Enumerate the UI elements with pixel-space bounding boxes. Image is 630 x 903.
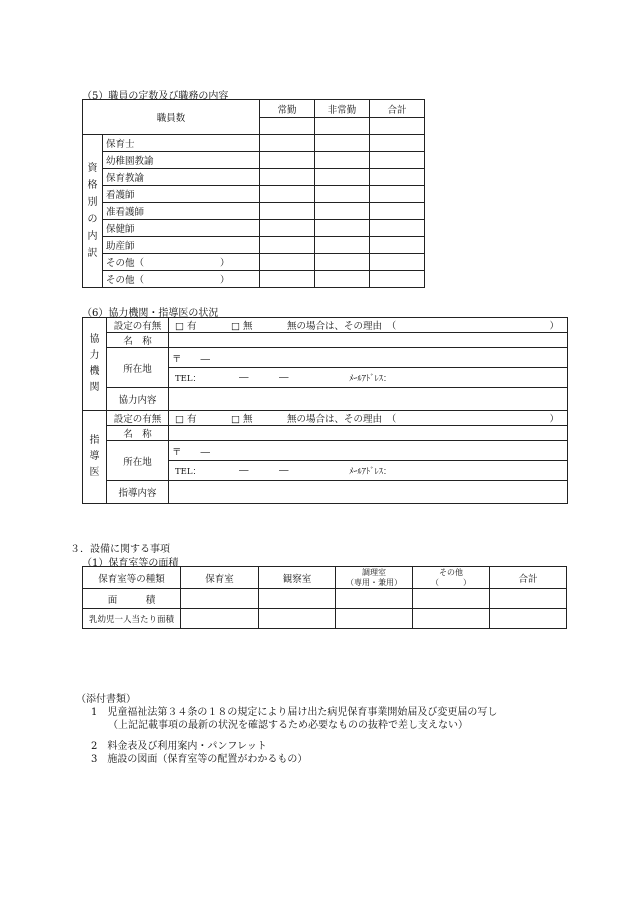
staff-table — [82, 99, 425, 288]
cell[interactable] — [315, 118, 370, 135]
cell[interactable] — [260, 169, 315, 186]
address-label: 所在地 — [107, 441, 169, 481]
cell[interactable] — [370, 203, 425, 220]
org-vertical-label: 協力機関 — [83, 318, 107, 411]
dash: ― — [239, 372, 249, 383]
reason-close: ） — [549, 321, 559, 332]
address-label: 所在地 — [107, 348, 169, 388]
other-header: その他 （ ） — [413, 567, 490, 589]
room-type-header: 保育室等の種類 — [83, 567, 181, 589]
cell[interactable] — [260, 237, 315, 254]
section3-title: ３．設備に関する事項 — [70, 544, 170, 555]
cell[interactable] — [260, 271, 315, 288]
per-child-area-label: 乳幼児一人当たり面積 — [83, 609, 181, 629]
dash: ― — [279, 372, 289, 383]
observation-room-header: 観察室 — [259, 567, 336, 589]
name-field[interactable] — [169, 426, 568, 441]
cell[interactable] — [181, 609, 259, 629]
attachment-item-3: 3 施設の図面（保育室等の配置がわかるもの） — [91, 754, 308, 765]
yes-checkbox[interactable]: □ 有 — [175, 321, 197, 332]
no-checkbox[interactable]: □ 無 — [231, 414, 253, 425]
cell[interactable] — [260, 118, 315, 135]
postal-field[interactable]: 〒 ― — [169, 441, 568, 461]
total-header: 合計 — [370, 100, 425, 118]
total-header: 合計 — [490, 567, 567, 589]
mail-label: ﾒｰﾙｱﾄﾞﾚｽ： — [349, 374, 392, 384]
cell[interactable] — [315, 203, 370, 220]
cell[interactable] — [370, 237, 425, 254]
section5-title: （5）職員の定数及び職務の内容 — [82, 91, 229, 102]
cell[interactable] — [370, 186, 425, 203]
fulltime-header: 常勤 — [260, 100, 315, 118]
cell[interactable] — [315, 152, 370, 169]
staff-row-label: 准看護師 — [103, 203, 260, 220]
attachment-item-2: 2 料金表及び利用案内・パンフレット — [91, 741, 267, 752]
parttime-header: 非常勤 — [315, 100, 370, 118]
cell[interactable] — [370, 254, 425, 271]
name-label: 名 称 — [107, 426, 169, 441]
contact-field[interactable] — [169, 368, 568, 388]
reason-label: 無の場合は、その理由 （ — [287, 414, 397, 425]
room-area-table — [82, 566, 567, 629]
setting-label: 設定の有無 — [107, 318, 169, 333]
dash: ― — [279, 465, 289, 476]
cooperation-table — [82, 317, 568, 504]
no-checkbox[interactable]: □ 無 — [231, 321, 253, 332]
tel-label: TEL： — [175, 374, 202, 384]
area-row-label: 面 積 — [83, 589, 181, 609]
name-label: 名 称 — [107, 333, 169, 348]
qualification-vertical-label: 資格別の内訳 — [83, 135, 103, 288]
guide-content-field[interactable] — [169, 481, 568, 504]
cell[interactable] — [260, 203, 315, 220]
name-field[interactable] — [169, 333, 568, 348]
cell[interactable] — [370, 135, 425, 152]
cell[interactable] — [260, 220, 315, 237]
setting-label: 設定の有無 — [107, 411, 169, 426]
doctor-vertical-label: 指導医 — [83, 411, 107, 504]
staff-count-header: 職員数 — [83, 100, 260, 135]
attachment-item-1: 1 児童福祉法第３４条の１８の規定により届け出た病児保育事業開始届及び変更届の写し — [91, 707, 498, 718]
setting-options — [169, 411, 568, 426]
cell[interactable] — [315, 271, 370, 288]
cell[interactable] — [370, 152, 425, 169]
kitchen-header: 調理室 （専用・兼用） — [336, 567, 413, 589]
staff-row-label: その他（ ） — [103, 254, 260, 271]
attachment-note: （上記記載事項の最新の状況を確認するため必要なものの抜粋で差し支えない） — [108, 720, 468, 731]
section6-title: （6）協力機関・指導医の状況 — [82, 308, 219, 319]
staff-row-label: 幼稚園教諭 — [103, 152, 260, 169]
dash: ― — [239, 465, 249, 476]
cell[interactable] — [315, 237, 370, 254]
cell[interactable] — [370, 169, 425, 186]
reason-close: ） — [549, 414, 559, 425]
staff-row-label: 助産師 — [103, 237, 260, 254]
staff-row-label: その他（ ） — [103, 271, 260, 288]
setting-options — [169, 318, 568, 333]
cell[interactable] — [413, 589, 490, 609]
postal-field[interactable]: 〒 ― — [169, 348, 568, 368]
cell[interactable] — [260, 254, 315, 271]
coop-content-field[interactable] — [169, 388, 568, 411]
cell[interactable] — [315, 169, 370, 186]
staff-row-label: 保育士 — [103, 135, 260, 152]
cell[interactable] — [370, 220, 425, 237]
staff-row-label: 看護師 — [103, 186, 260, 203]
guide-content-label: 指導内容 — [107, 481, 169, 504]
cell[interactable] — [260, 152, 315, 169]
cell[interactable] — [259, 589, 336, 609]
yes-checkbox[interactable]: □ 有 — [175, 414, 197, 425]
contact-field[interactable] — [169, 461, 568, 481]
cell[interactable] — [260, 186, 315, 203]
cell[interactable] — [315, 135, 370, 152]
cell[interactable] — [370, 118, 425, 135]
coop-content-label: 協力内容 — [107, 388, 169, 411]
cell[interactable] — [490, 609, 567, 629]
mail-label: ﾒｰﾙｱﾄﾞﾚｽ： — [349, 467, 392, 477]
tel-label: TEL： — [175, 467, 202, 477]
attachments-title: （添付書類） — [76, 694, 136, 705]
nursery-room-header: 保育室 — [181, 567, 259, 589]
cell[interactable] — [181, 589, 259, 609]
section3-subtitle: （1）保育室等の面積 — [82, 558, 179, 569]
cell[interactable] — [315, 254, 370, 271]
cell[interactable] — [490, 589, 567, 609]
cell[interactable] — [259, 609, 336, 629]
cell[interactable] — [315, 220, 370, 237]
cell[interactable] — [336, 609, 413, 629]
cell[interactable] — [260, 135, 315, 152]
staff-row-label: 保健師 — [103, 220, 260, 237]
cell[interactable] — [315, 186, 370, 203]
cell[interactable] — [336, 589, 413, 609]
cell[interactable] — [413, 609, 490, 629]
staff-row-label: 保育教諭 — [103, 169, 260, 186]
reason-label: 無の場合は、その理由 （ — [287, 321, 397, 332]
cell[interactable] — [370, 271, 425, 288]
